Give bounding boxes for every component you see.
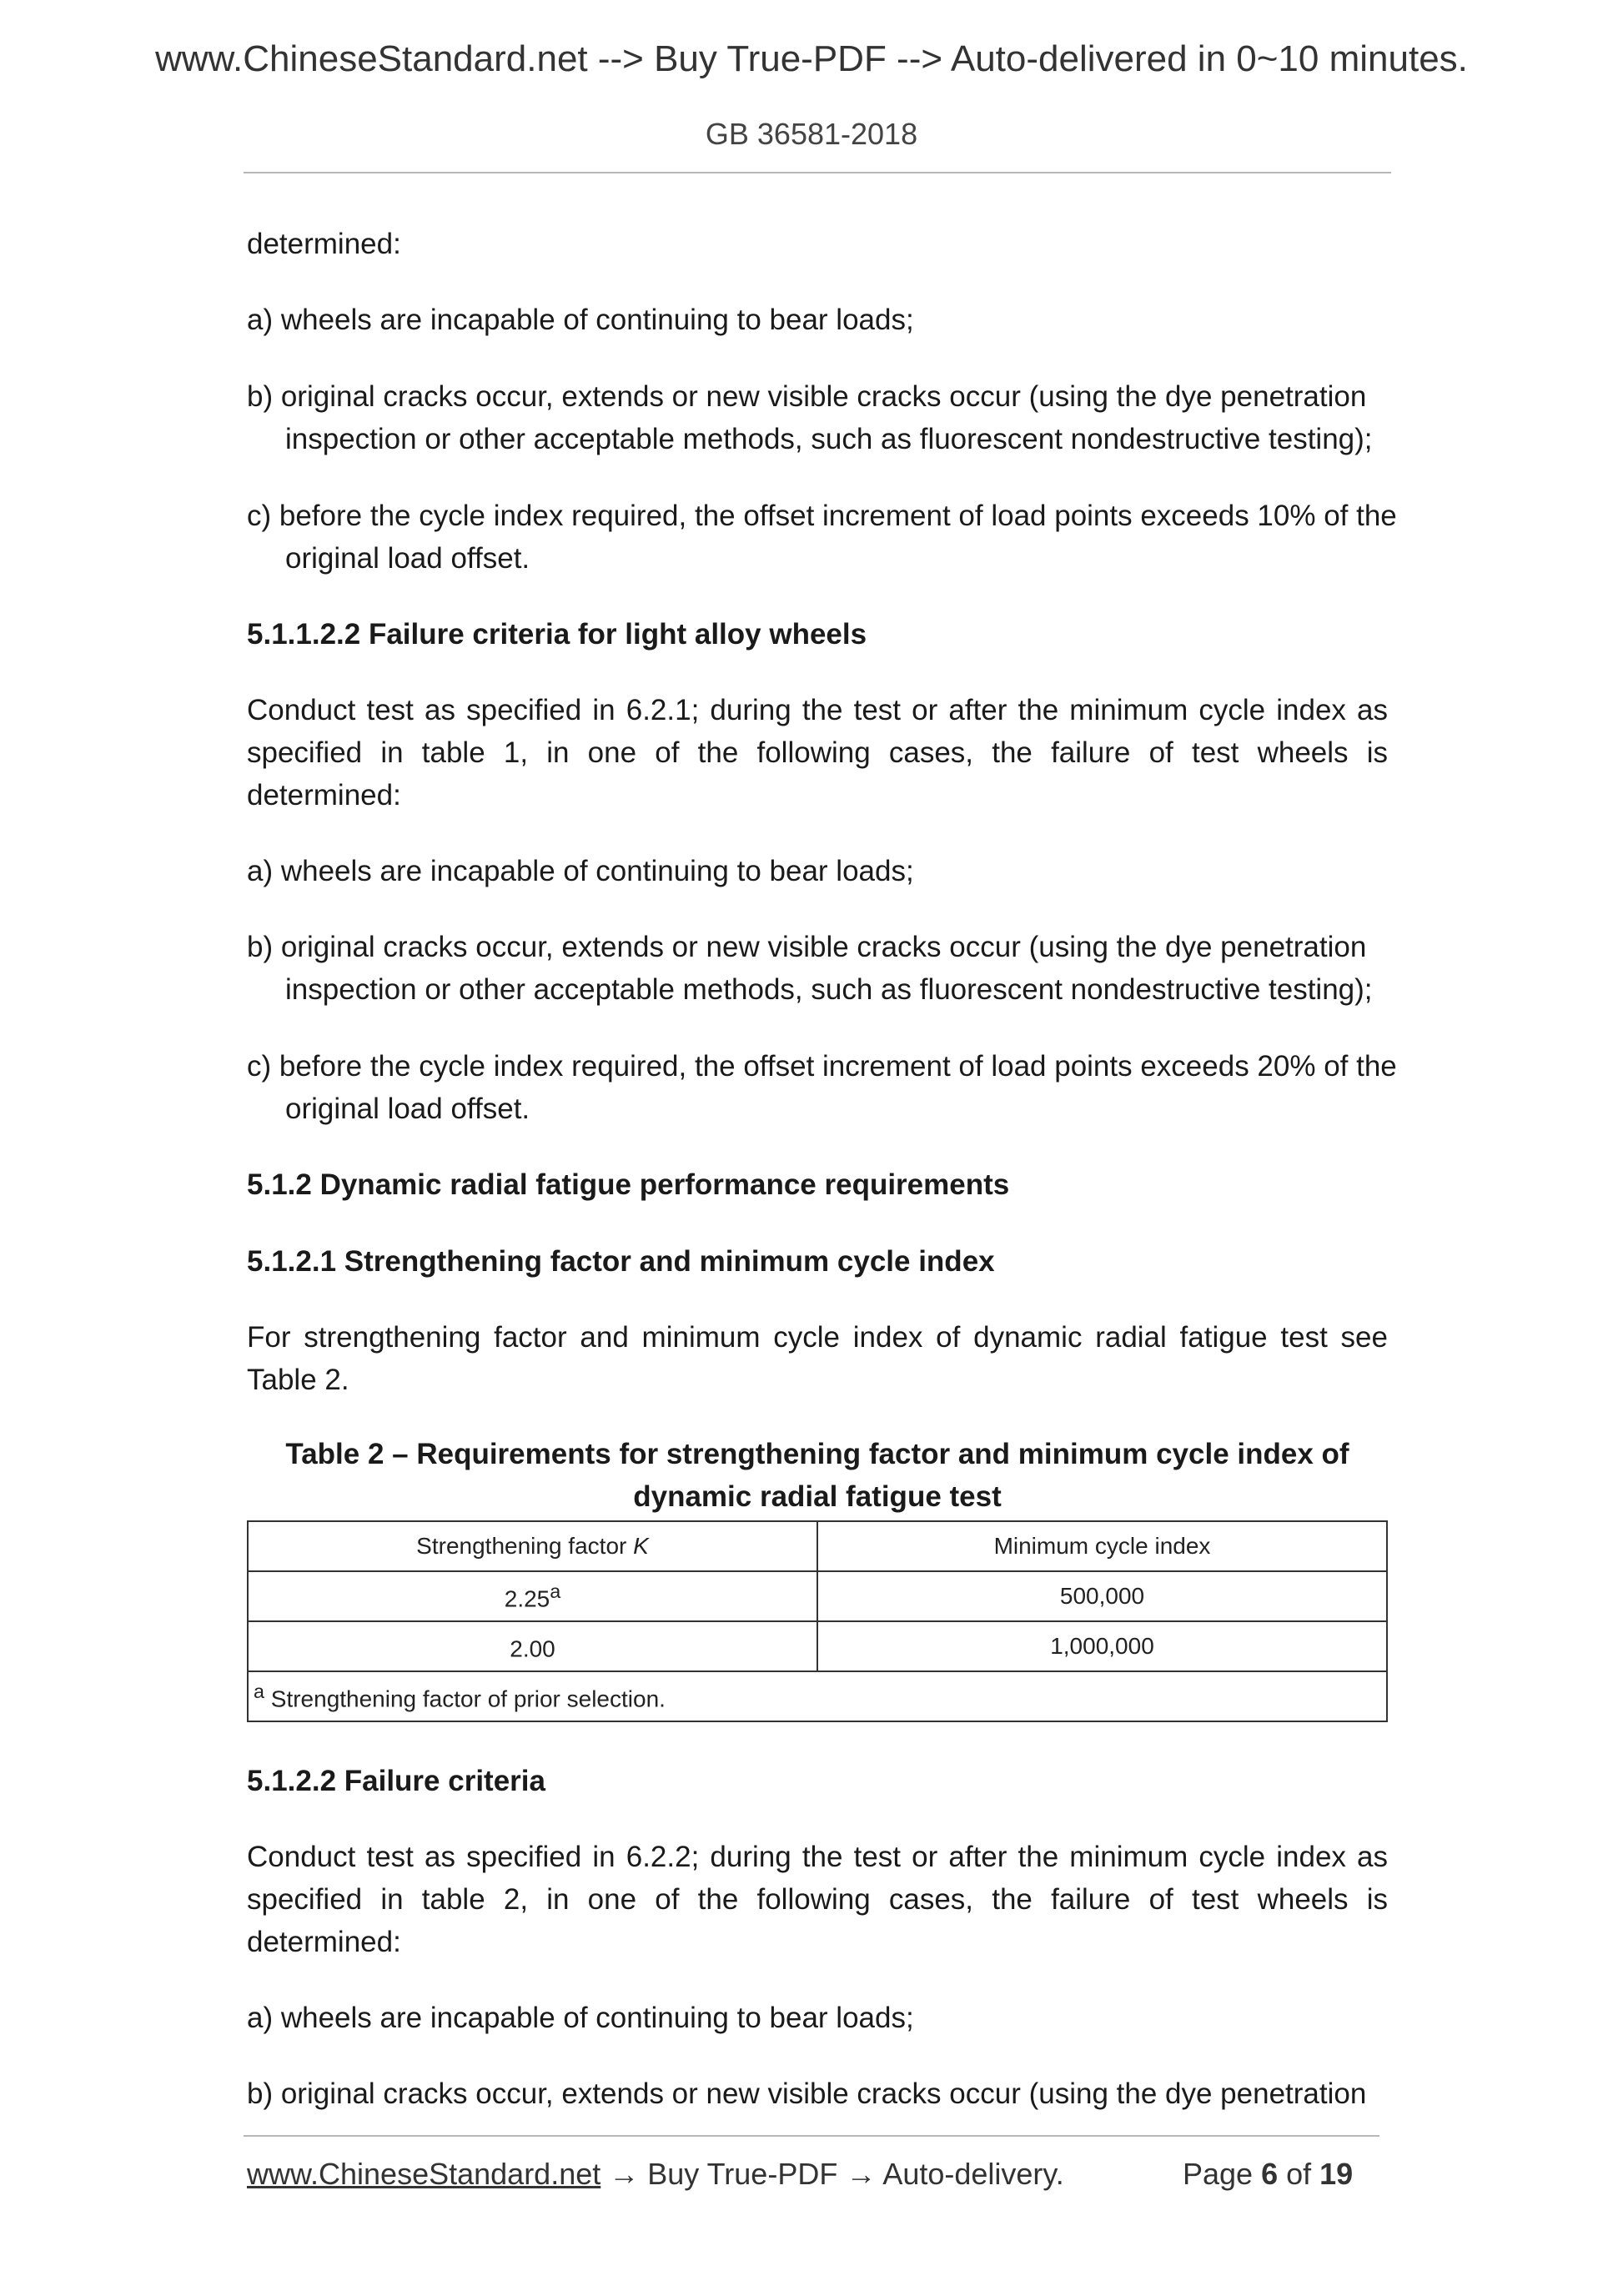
- section-heading-5-1-2: 5.1.2 Dynamic radial fatigue performance requirements: [247, 1168, 1010, 1201]
- list-item-b: b) original cracks occur, extends or new visible cracks occur (using the dye penetration inspection or other acceptable methods, such as fluorescent nondestructive testing);: [247, 380, 1373, 455]
- footnote-marker: a: [550, 1580, 561, 1602]
- table-header-row: [248, 1521, 1387, 1571]
- list-item-b: b) original cracks occur, extends or new visible cracks occur (using the dye penetration inspection or other acceptable methods, such as fluorescent nondestructive testing);: [247, 931, 1373, 1006]
- footer-site-link[interactable]: www.ChineseStandard.net: [247, 2157, 601, 2191]
- header-divider: [244, 172, 1391, 173]
- cell-strengthening-factor: 2.25$^a$: [248, 1571, 817, 1621]
- cell-minimum-cycle-index: 1,000,000: [817, 1621, 1387, 1671]
- footnote-marker: a: [254, 1680, 264, 1702]
- paragraph-conduct-test-6-2-2: Conduct test as specified in 6.2.2; during the test or after the minimum cycle index as specified in table 2, in one of the following cases, the failure of test wheels is determined:: [247, 1841, 1388, 1958]
- header-strengthening-factor: Strengthening factor K: [248, 1521, 817, 1571]
- page-number: Page 6 of 19: [1183, 2157, 1354, 2191]
- list-item-c: c) before the cycle index required, the offset increment of load points exceeds 10% of the original load offset.: [247, 500, 1397, 575]
- footer-divider: [244, 2135, 1379, 2137]
- document-number: GB 36581-2018: [705, 117, 918, 151]
- table-caption: Table 2 – Requirements for strengthening factor and minimum cycle index of dynamic radial fatigue test: [285, 1438, 1349, 1513]
- section-heading-5-1-2-1: 5.1.2.1 Strengthening factor and minimum cycle index: [247, 1245, 995, 1278]
- cell-strengthening-factor: 2.00: [248, 1621, 817, 1671]
- current-page: 6: [1261, 2157, 1279, 2191]
- paragraph-see-table-2: For strengthening factor and minimum cycle index of dynamic radial fatigue test see Table 2.: [247, 1321, 1388, 1396]
- table-note-row: [248, 1671, 1387, 1721]
- list-item-b: b) original cracks occur, extends or new visible cracks occur (using the dye penetration: [247, 2077, 1367, 2110]
- paragraph-conduct-test-6-2-1: Conduct test as specified in 6.2.1; during the test or after the minimum cycle index as specified in table 1, in one of the following cases, the failure of test wheels is determined:: [247, 694, 1388, 811]
- cell-minimum-cycle-index: 500,000: [817, 1571, 1387, 1621]
- table-footnote: $^a$ Strengthening factor of prior selection.: [248, 1671, 1387, 1721]
- section-heading-5-1-1-2-2: 5.1.1.2.2 Failure criteria for light alloy wheels: [247, 618, 867, 651]
- list-item-a: a) wheels are incapable of continuing to bear loads;: [247, 304, 914, 336]
- table-row: [248, 1571, 1387, 1621]
- table-row: [248, 1621, 1387, 1671]
- list-item-a: a) wheels are incapable of continuing to bear loads;: [247, 855, 914, 887]
- section-heading-5-1-2-2: 5.1.2.2 Failure criteria: [247, 1765, 545, 1797]
- site-banner: www.ChineseStandard.net --> Buy True-PDF --> Auto-delivered in 0~10 minutes.: [155, 38, 1468, 79]
- paragraph-determined: determined:: [247, 228, 401, 260]
- list-item-a: a) wheels are incapable of continuing to bear loads;: [247, 2002, 914, 2034]
- list-item-c: c) before the cycle index required, the offset increment of load points exceeds 20% of the original load offset.: [247, 1050, 1397, 1125]
- header-minimum-cycle-index: Minimum cycle index: [817, 1521, 1387, 1571]
- table-2: [247, 1520, 1388, 1722]
- symbol-k: K: [633, 1533, 649, 1559]
- total-pages: 19: [1319, 2157, 1354, 2191]
- footer-link-tail: → Buy True-PDF → Auto-delivery.: [600, 2157, 1064, 2191]
- footer-link[interactable]: [247, 2157, 1064, 2192]
